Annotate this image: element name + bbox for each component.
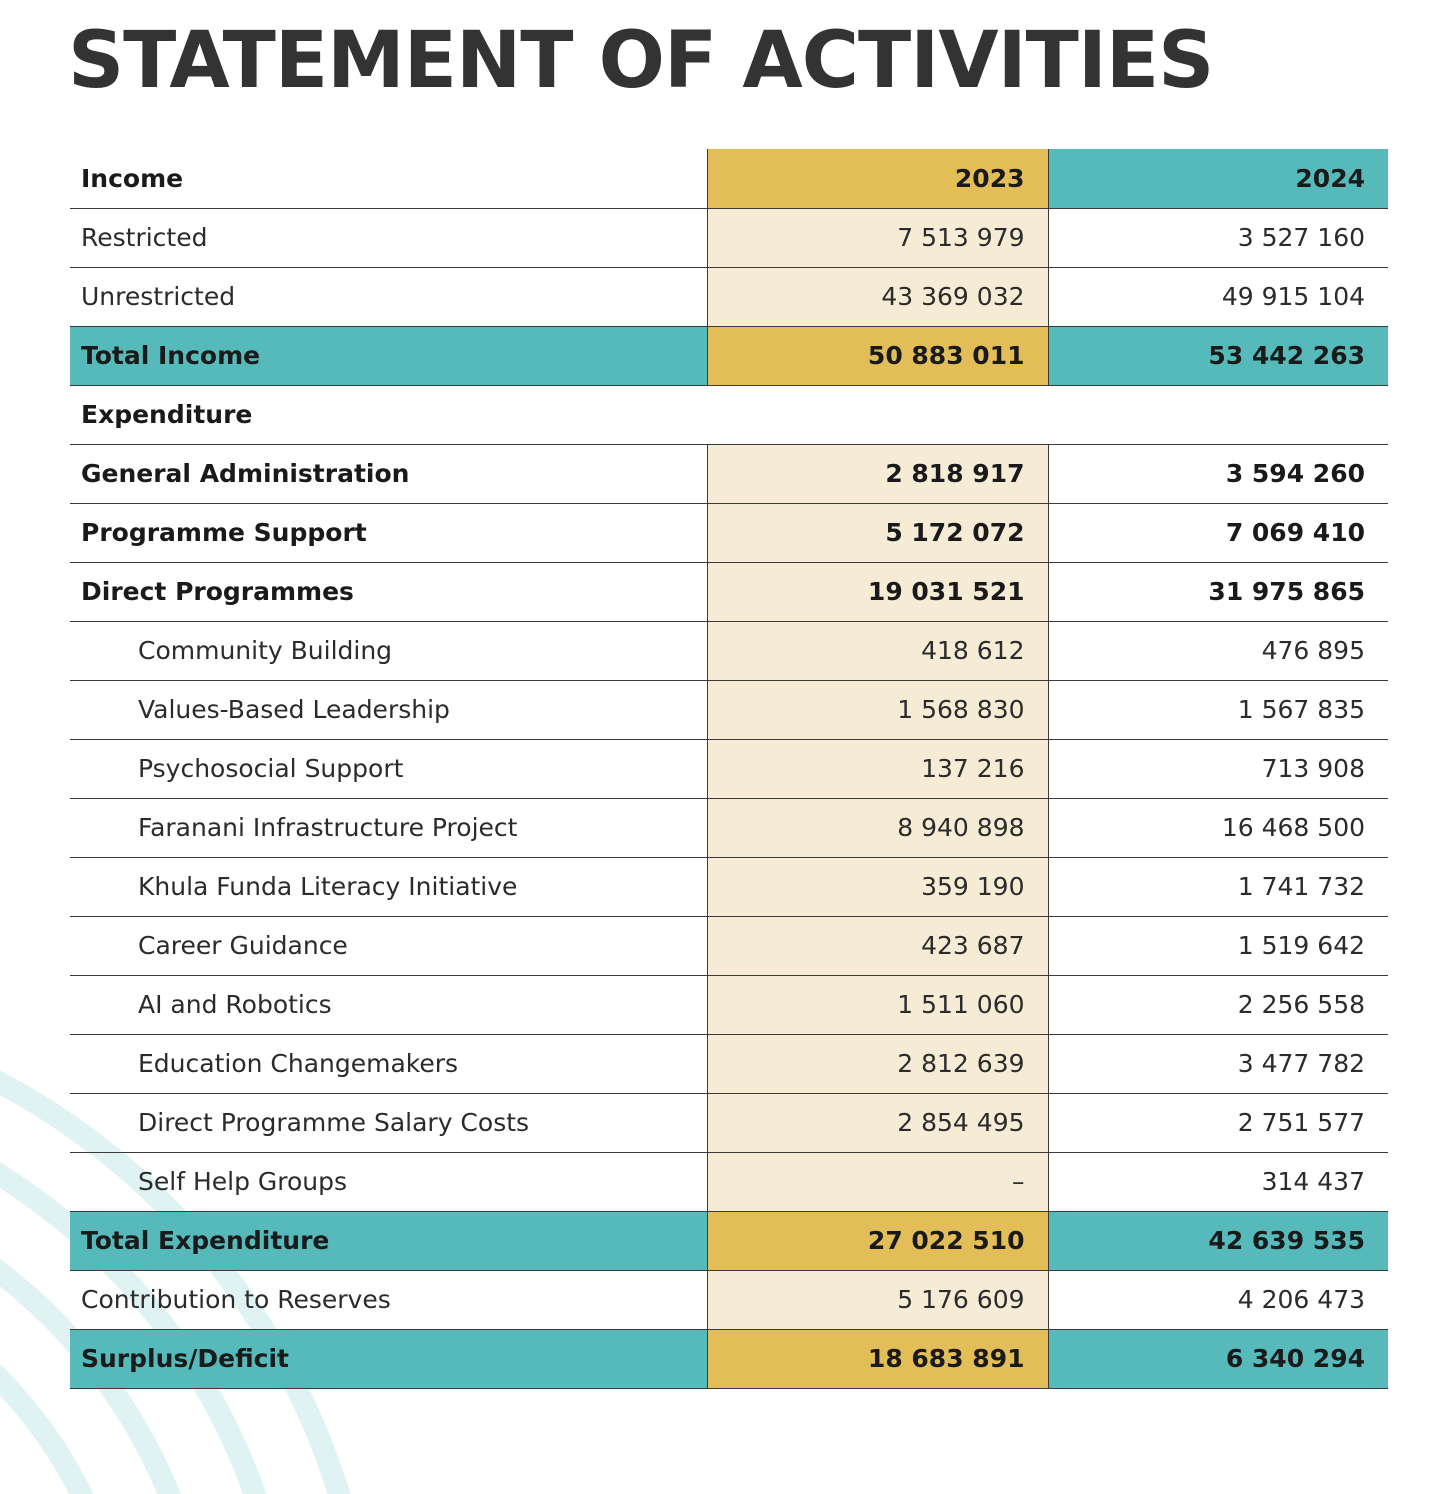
table-row xyxy=(70,680,1388,739)
value-2024: 2 751 577 xyxy=(1048,1093,1388,1152)
value-2023: 7 513 979 xyxy=(707,208,1048,267)
value-2023: 43 369 032 xyxy=(707,267,1048,326)
empty-cell xyxy=(707,385,1048,444)
value-2024: 314 437 xyxy=(1048,1152,1388,1211)
row-label: General Administration xyxy=(70,444,707,503)
row-label: AI and Robotics xyxy=(70,975,707,1034)
row-label: Direct Programme Salary Costs xyxy=(70,1093,707,1152)
table-row xyxy=(70,1270,1388,1329)
row-label: Programme Support xyxy=(70,503,707,562)
value-2024: 476 895 xyxy=(1048,621,1388,680)
table-row xyxy=(70,1093,1388,1152)
income-heading: Income xyxy=(70,149,707,208)
total-row xyxy=(70,326,1388,385)
value-2023: 27 022 510 xyxy=(707,1211,1048,1270)
value-2023: 19 031 521 xyxy=(707,562,1048,621)
row-label: Khula Funda Literacy Initiative xyxy=(70,857,707,916)
value-2023: 8 940 898 xyxy=(707,798,1048,857)
value-2023: 5 176 609 xyxy=(707,1270,1048,1329)
row-label: Total Income xyxy=(70,326,707,385)
table-row xyxy=(70,975,1388,1034)
value-2023: 1 511 060 xyxy=(707,975,1048,1034)
table-header-row xyxy=(70,149,1388,208)
value-2024: 713 908 xyxy=(1048,739,1388,798)
table-row xyxy=(70,798,1388,857)
table-row xyxy=(70,562,1388,621)
value-2023: – xyxy=(707,1152,1048,1211)
page-title: STATEMENT OF ACTIVITIES xyxy=(68,16,1214,106)
total-row xyxy=(70,1211,1388,1270)
value-2024: 7 069 410 xyxy=(1048,503,1388,562)
value-2023: 2 854 495 xyxy=(707,1093,1048,1152)
row-label: Education Changemakers xyxy=(70,1034,707,1093)
table-row xyxy=(70,1152,1388,1211)
expenditure-heading: Expenditure xyxy=(70,385,707,444)
table-row xyxy=(70,503,1388,562)
value-2023: 359 190 xyxy=(707,857,1048,916)
value-2024: 4 206 473 xyxy=(1048,1270,1388,1329)
row-label: Contribution to Reserves xyxy=(70,1270,707,1329)
value-2024: 2 256 558 xyxy=(1048,975,1388,1034)
value-2024: 42 639 535 xyxy=(1048,1211,1388,1270)
table-row xyxy=(70,267,1388,326)
total-row xyxy=(70,1329,1388,1388)
value-2023: 137 216 xyxy=(707,739,1048,798)
value-2023: 2 812 639 xyxy=(707,1034,1048,1093)
row-label: Community Building xyxy=(70,621,707,680)
value-2024: 49 915 104 xyxy=(1048,267,1388,326)
row-label: Surplus/Deficit xyxy=(70,1329,707,1388)
value-2024: 31 975 865 xyxy=(1048,562,1388,621)
empty-cell xyxy=(1048,385,1388,444)
year-2023-header: 2023 xyxy=(707,149,1048,208)
value-2023: 423 687 xyxy=(707,916,1048,975)
table-row xyxy=(70,208,1388,267)
value-2023: 5 172 072 xyxy=(707,503,1048,562)
row-label: Unrestricted xyxy=(70,267,707,326)
statement-of-activities-table xyxy=(70,149,1388,1389)
value-2024: 3 527 160 xyxy=(1048,208,1388,267)
value-2024: 1 567 835 xyxy=(1048,680,1388,739)
value-2024: 16 468 500 xyxy=(1048,798,1388,857)
row-label: Self Help Groups xyxy=(70,1152,707,1211)
row-label: Values-Based Leadership xyxy=(70,680,707,739)
table-row xyxy=(70,621,1388,680)
value-2024: 3 594 260 xyxy=(1048,444,1388,503)
row-label: Faranani Infrastructure Project xyxy=(70,798,707,857)
row-label: Career Guidance xyxy=(70,916,707,975)
table-row xyxy=(70,916,1388,975)
row-label: Restricted xyxy=(70,208,707,267)
table-row xyxy=(70,444,1388,503)
value-2024: 1 519 642 xyxy=(1048,916,1388,975)
table-row xyxy=(70,857,1388,916)
value-2024: 6 340 294 xyxy=(1048,1329,1388,1388)
row-label: Total Expenditure xyxy=(70,1211,707,1270)
row-label: Direct Programmes xyxy=(70,562,707,621)
value-2024: 53 442 263 xyxy=(1048,326,1388,385)
table-row xyxy=(70,739,1388,798)
value-2023: 50 883 011 xyxy=(707,326,1048,385)
section-heading-row xyxy=(70,385,1388,444)
table-row xyxy=(70,1034,1388,1093)
value-2023: 2 818 917 xyxy=(707,444,1048,503)
value-2024: 3 477 782 xyxy=(1048,1034,1388,1093)
row-label: Psychosocial Support xyxy=(70,739,707,798)
value-2024: 1 741 732 xyxy=(1048,857,1388,916)
value-2023: 1 568 830 xyxy=(707,680,1048,739)
value-2023: 418 612 xyxy=(707,621,1048,680)
year-2024-header: 2024 xyxy=(1048,149,1388,208)
value-2023: 18 683 891 xyxy=(707,1329,1048,1388)
